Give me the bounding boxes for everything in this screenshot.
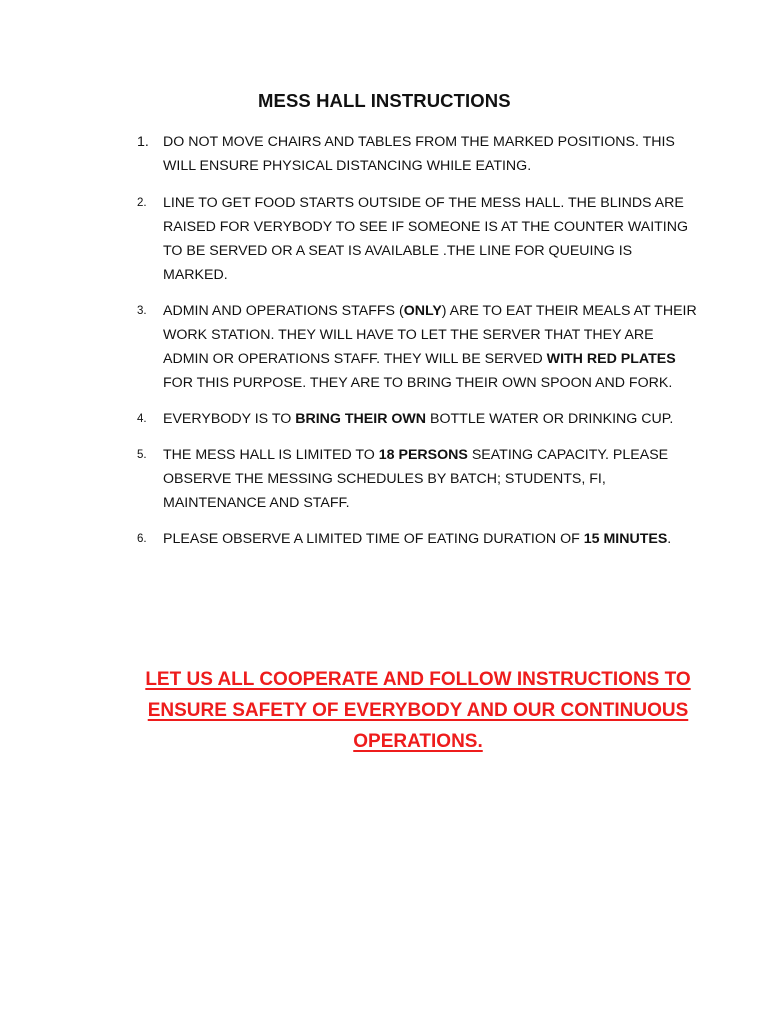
item-text: ADMIN AND OPERATIONS STAFFS (ONLY) ARE TO EAT THEIR MEALS AT THEIR WORK STATION. THEY WILL HAVE TO LET THE SERVER THAT THEY ARE ADMIN OR OPERATIONS STAFF. THEY WILL BE SERVED WITH RED PLATES FOR THIS PURPOSE. THEY ARE TO BRING THEIR OWN SPOON AND FORK. [163,303,697,391]
instruction-item-2 [137,191,697,287]
item-number: 5. [137,449,147,461]
item-number: 4. [137,413,147,425]
item-text: PLEASE OBSERVE A LIMITED TIME OF EATING DURATION OF 15 MINUTES. [163,531,672,547]
instruction-item-1 [137,130,697,178]
item-text: DO NOT MOVE CHAIRS AND TABLES FROM THE MARKED POSITIONS. THIS WILL ENSURE PHYSICAL DISTANCING WHILE EATING. [163,134,675,174]
item-number: 6. [137,533,147,545]
cooperation-callout: LET US ALL COOPERATE AND FOLLOW INSTRUCTIONS TO ENSURE SAFETY OF EVERYBODY AND OUR CONTINUOUS OPERATIONS. [145,669,691,752]
instructions-list [137,130,697,563]
item-text: EVERYBODY IS TO BRING THEIR OWN BOTTLE WATER OR DRINKING CUP. [163,411,674,427]
instruction-item-5 [137,443,697,515]
item-text: LINE TO GET FOOD STARTS OUTSIDE OF THE MESS HALL. THE BLINDS ARE RAISED FOR VERYBODY TO SEE IF SOMEONE IS AT THE COUNTER WAITING TO BE SERVED OR A SEAT IS AVAILABLE .THE LINE FOR QUEUING IS MARKED. [163,195,689,283]
instruction-item-4 [137,407,697,431]
item-number: 3. [137,305,147,317]
item-text: THE MESS HALL IS LIMITED TO 18 PERSONS SEATING CAPACITY. PLEASE OBSERVE THE MESSING SCHEDULES BY BATCH; STUDENTS, FI, MAINTENANCE AND STAFF. [163,447,669,511]
item-number: 2. [137,197,147,209]
item-number: 1. [137,134,149,150]
instruction-item-3 [137,299,697,395]
instruction-item-6 [137,527,697,551]
page-title: MESS HALL INSTRUCTIONS [258,90,511,111]
